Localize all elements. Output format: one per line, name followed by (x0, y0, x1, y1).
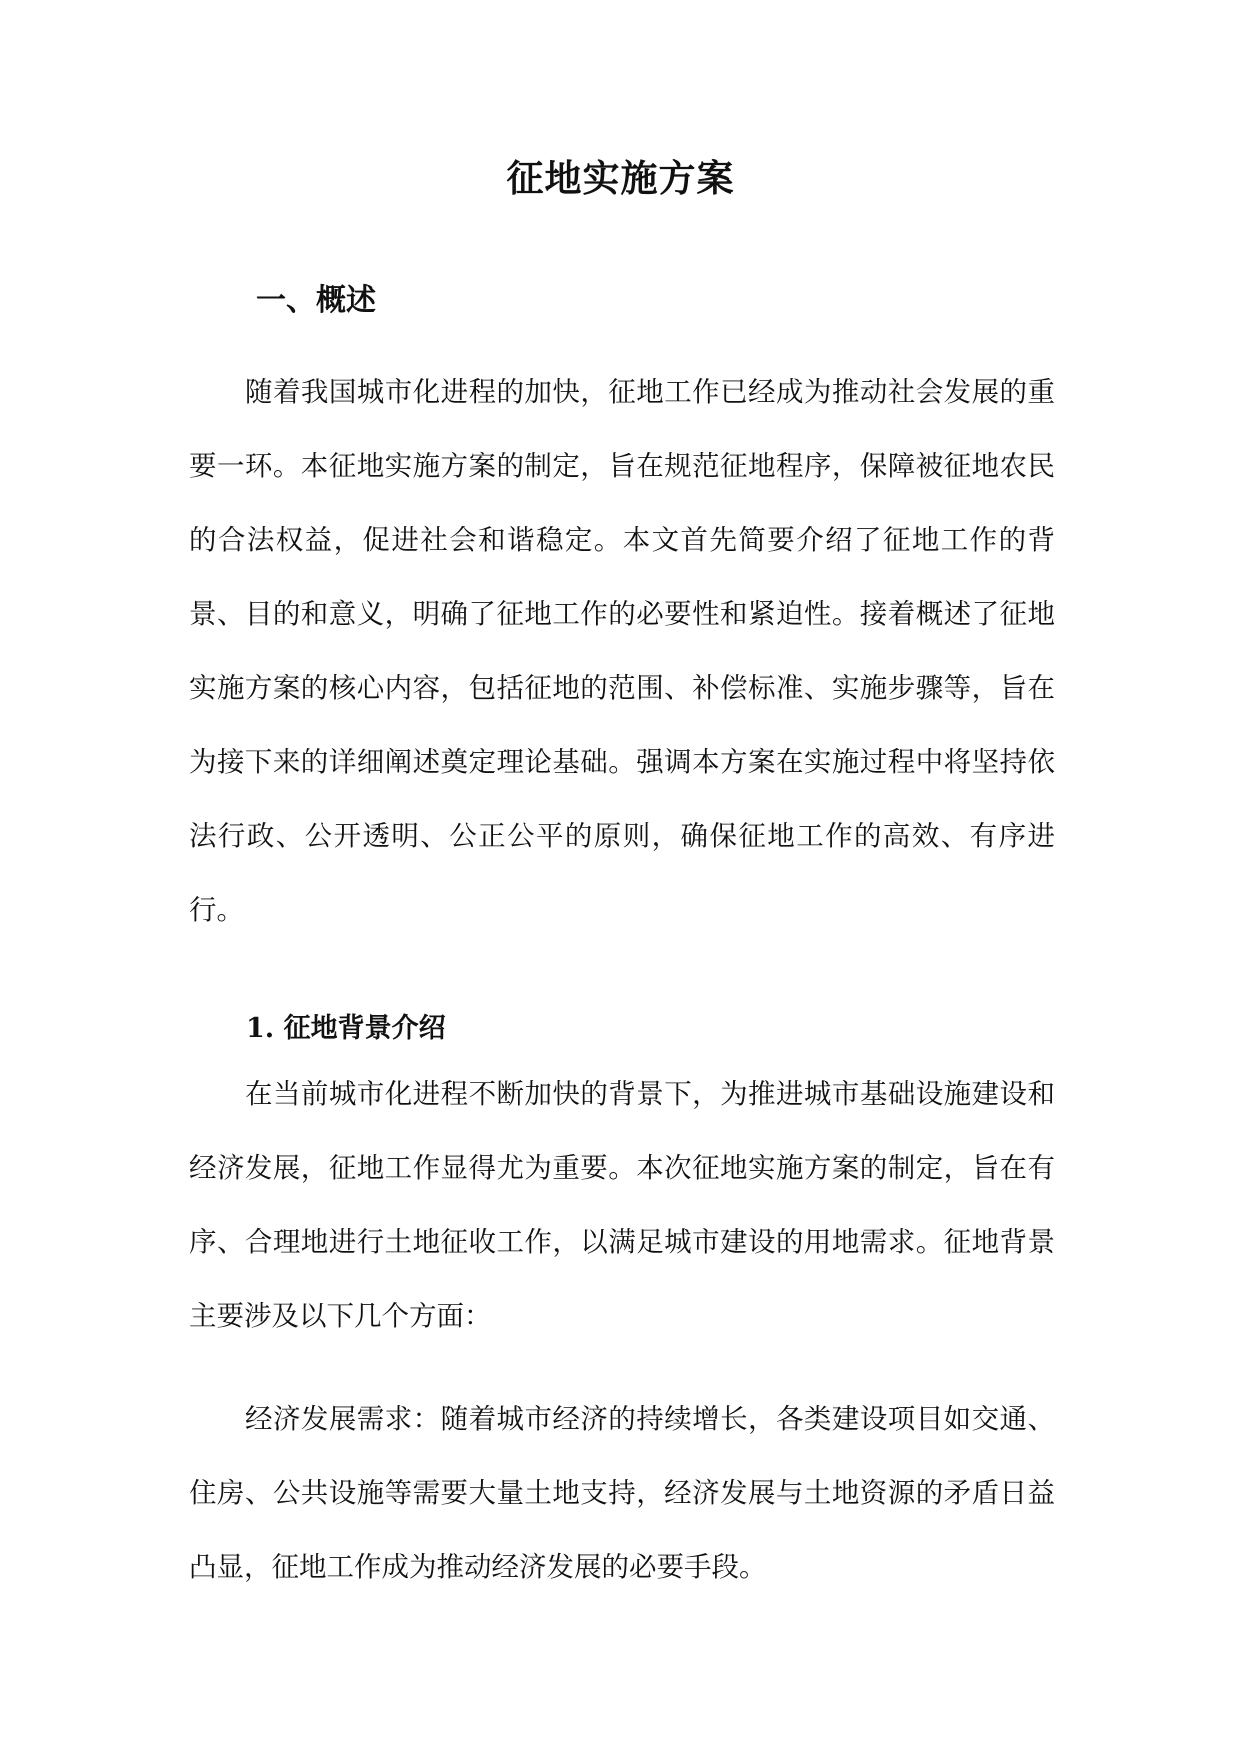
background-paragraph: 在当前城市化进程不断加快的背景下，为推进城市基础设施建设和经济发展，征地工作显得尤为重要。本次征地实施方案的制定，旨在有序、合理地进行土地征收工作，以满足城市建设的用地需求。征地背景主要涉及以下几个方面： (189, 1078, 1055, 1332)
economic-demand-paragraph: 经济发展需求：随着城市经济的持续增长，各类建设项目如交通、住房、公共设施等需要大量土地支持，经济发展与土地资源的矛盾日益凸显，征地工作成为推动经济发展的必要手段。 (189, 1403, 1055, 1583)
document-title: 征地实施方案 (506, 156, 735, 200)
section-heading-overview: 一、概述 (256, 283, 376, 318)
overview-paragraph: 随着我国城市化进程的加快，征地工作已经成为推动社会发展的重要一环。本征地实施方案的制定，旨在规范征地程序，保障被征地农民的合法权益，促进社会和谐稳定。本文首先简要介绍了征地工作的背景、目的和意义，明确了征地工作的必要性和紧迫性。接着概述了征地实施方案的核心内容，包括征地的范围、补偿标准、实施步骤等，旨在为接下来的详细阐述奠定理论基础。强调本方案在实施过程中将坚持依法行政、公开透明、公正公平的原则，确保征地工作的高效、有序进行。 (189, 376, 1055, 926)
section-heading-background: 1. 征地背景介绍 (246, 1013, 446, 1044)
